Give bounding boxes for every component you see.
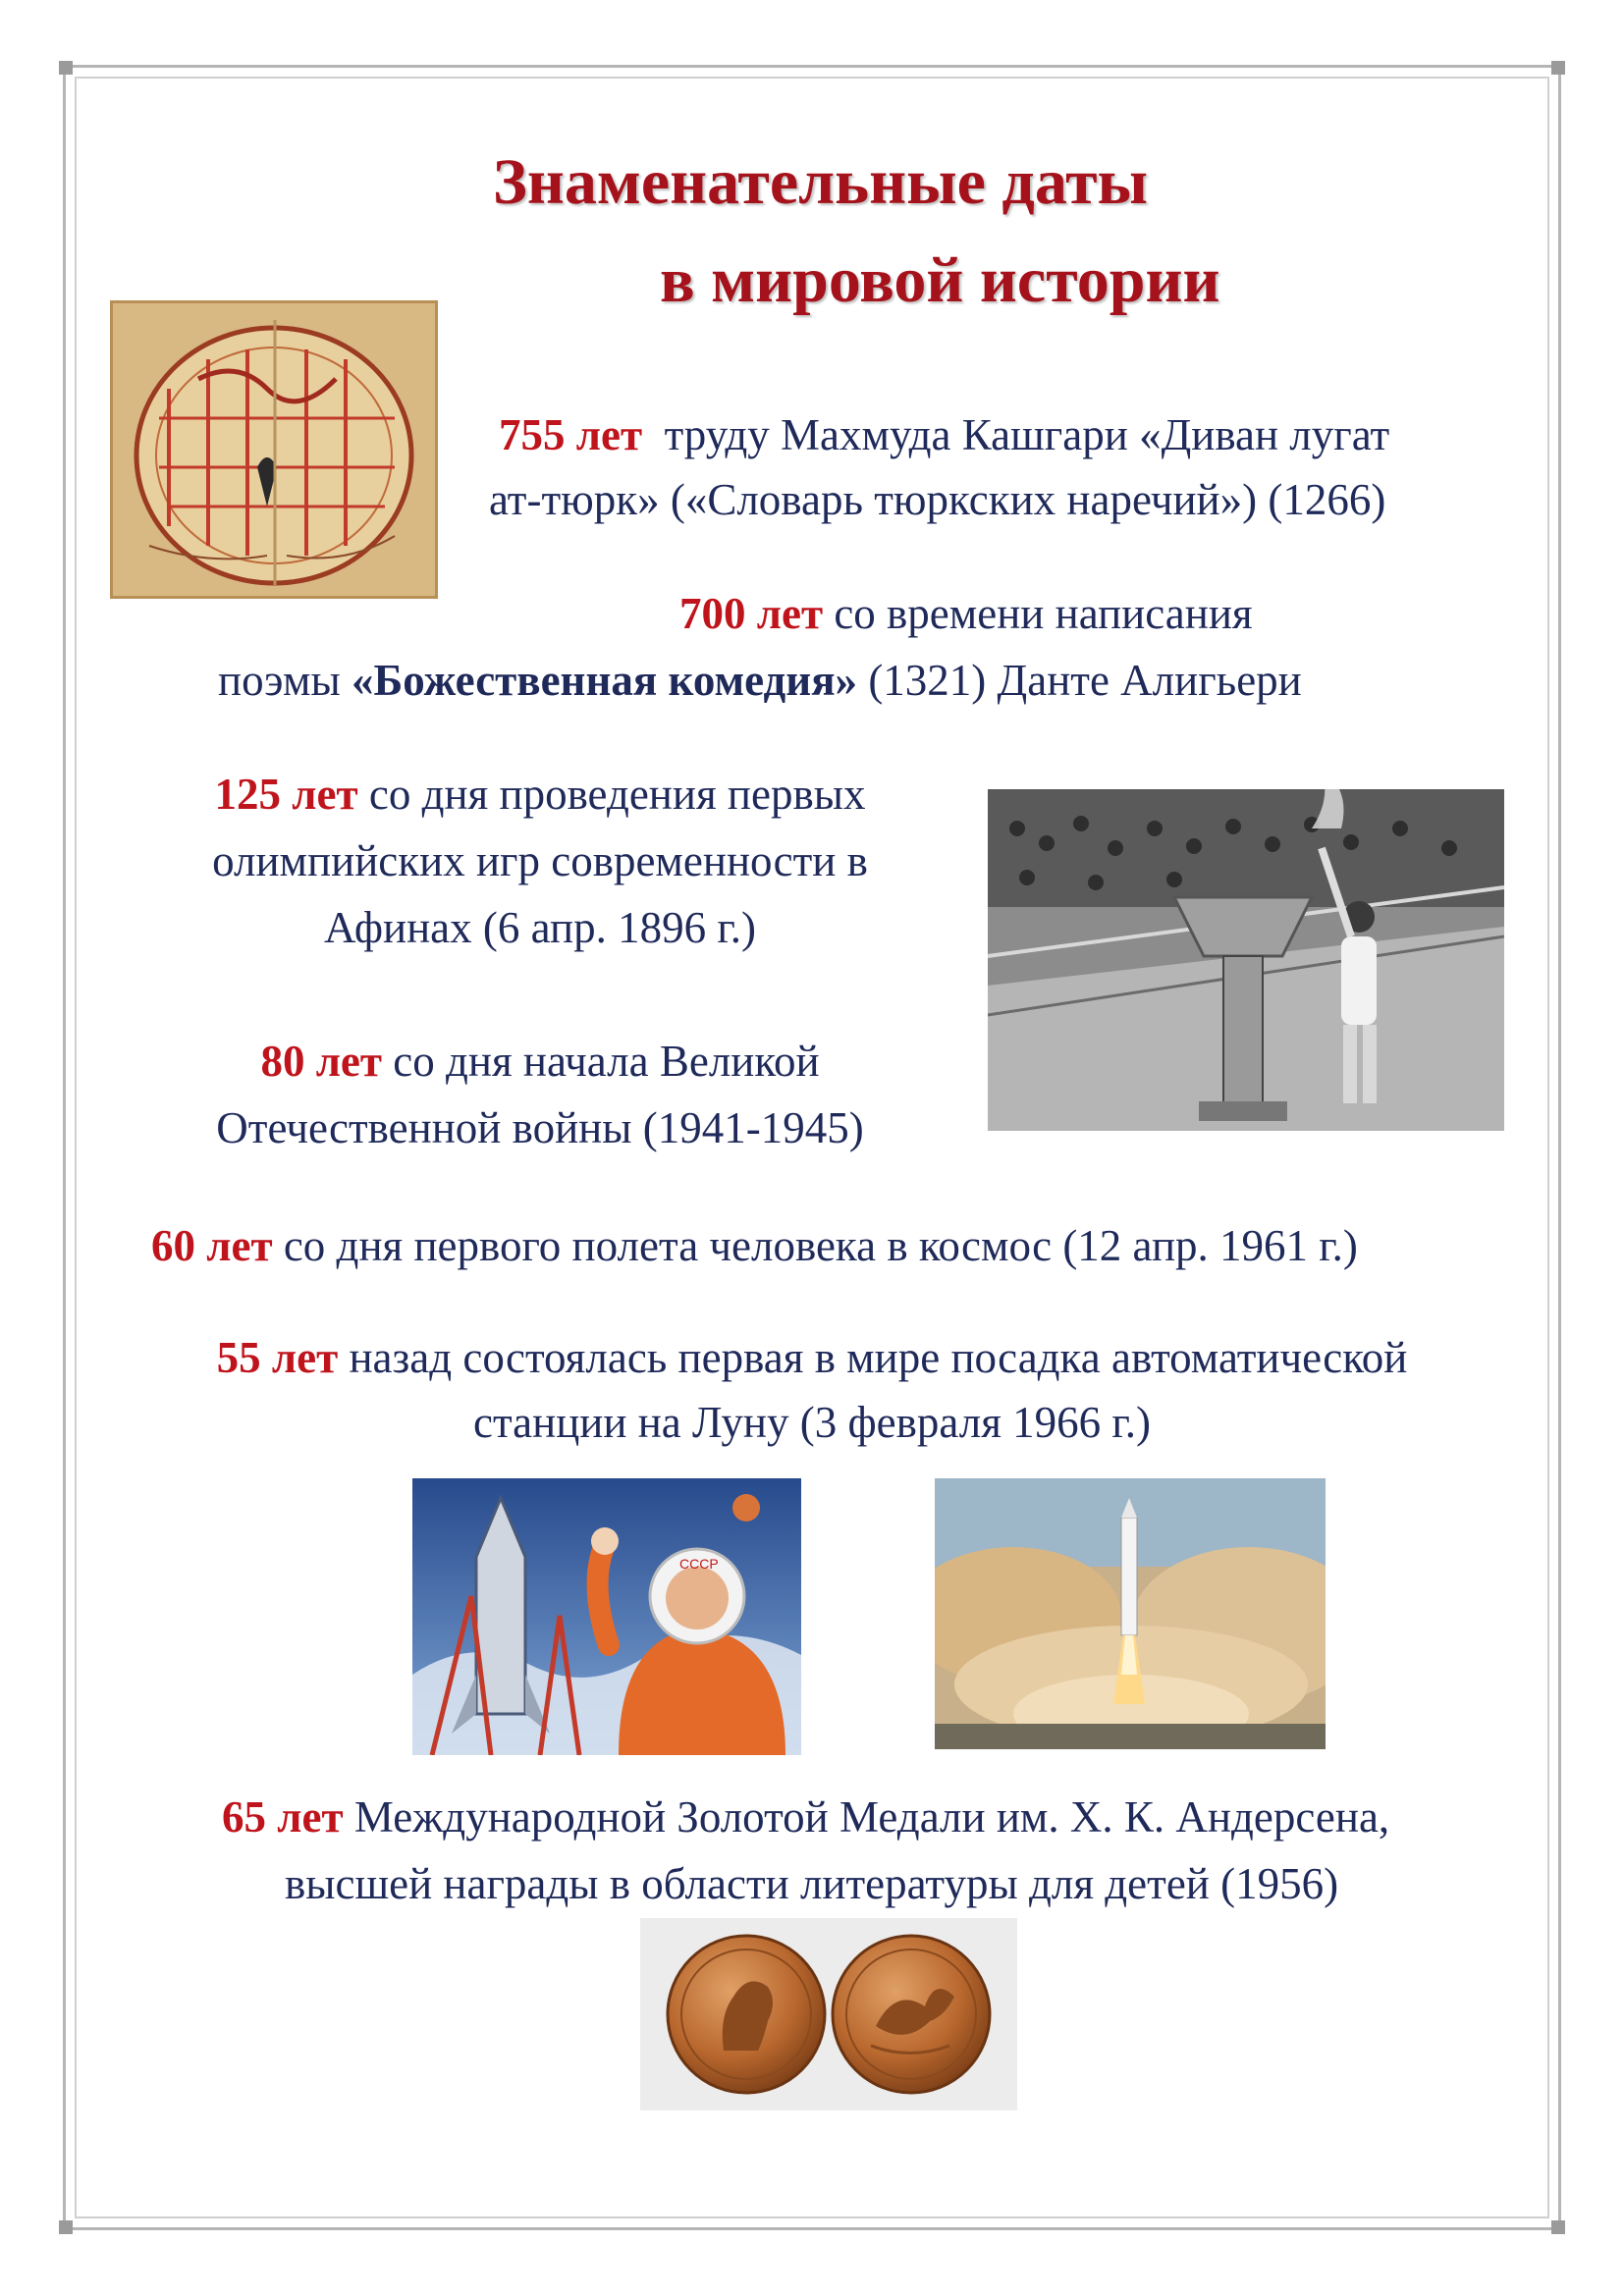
entry-125-text: со дня проведения первых: [368, 770, 866, 819]
kashgari-map-image: [110, 300, 438, 599]
entry-65-line1: [222, 1785, 1389, 1849]
entry-80-years: 80 лет: [260, 1037, 383, 1086]
entry-700-text: со времени написания: [834, 589, 1253, 638]
entry-700-line2: [218, 648, 1302, 713]
cccp-helmet-label: СССР: [679, 1556, 719, 1572]
entry-755-line1: [499, 402, 1389, 467]
entry-755-text: труду Махмуда Кашгари «Диван лугат: [664, 410, 1390, 459]
page-title-line1: Знаменательные даты: [493, 146, 1149, 218]
entry-55-years: 55 лет: [216, 1333, 339, 1382]
entry-60-years: 60 лет: [151, 1221, 273, 1270]
entry-125-years: 125 лет: [214, 770, 358, 819]
andersen-medal-image: [640, 1918, 1017, 2110]
rocket-launch-image: [935, 1478, 1326, 1749]
entry-700-line2-a: поэмы: [218, 656, 352, 705]
frame-corner-br: [1551, 2220, 1565, 2234]
entry-755-years: 755 лет: [499, 410, 643, 459]
frame-corner-tr: [1551, 61, 1565, 75]
entry-80-line1: [147, 1029, 933, 1094]
entry-55-line1: [108, 1325, 1516, 1390]
gagarin-poster-image: [412, 1478, 801, 1755]
entry-80-text: со дня начала Великой: [393, 1037, 820, 1086]
olympic-flame-image: [988, 789, 1504, 1131]
entry-700-line2-b: (1321) Данте Алигьери: [857, 656, 1302, 705]
entry-700-poem-title: «Божественная комедия»: [352, 656, 858, 705]
entry-60-line1: [151, 1213, 1358, 1278]
entry-700-line1: [679, 581, 1253, 646]
entry-55-text: назад состоялась первая в мире посадка автоматической: [349, 1333, 1408, 1382]
entry-65-text: Международной Золотой Медали им. Х. К. Андерсена,: [353, 1792, 1390, 1842]
entry-125-line1: [147, 762, 933, 827]
entry-55-line2: станции на Луну (3 февраля 1966 г.): [472, 1398, 1152, 1447]
frame-corner-bl: [59, 2220, 73, 2234]
entry-65-line2: высшей награды в области литературы для детей (1956): [285, 1859, 1339, 1908]
frame-corner-tl: [59, 61, 73, 75]
entry-80-line2: Отечественной войны (1941-1945): [216, 1103, 864, 1152]
entry-125-line3: Афинах (6 апр. 1896 г.): [324, 903, 756, 952]
entry-700-years: 700 лет: [679, 589, 824, 638]
entry-65-years: 65 лет: [222, 1792, 344, 1842]
entry-60-text: со дня первого полета человека в космос (12 апр. 1961 г.): [283, 1221, 1358, 1270]
page-title-line2: в мировой истории: [660, 244, 1220, 316]
entry-125-line2: олимпийских игр современности в: [212, 836, 868, 885]
entry-755-line2: ат-тюрк» («Словарь тюркских наречий») (1266): [489, 475, 1386, 524]
